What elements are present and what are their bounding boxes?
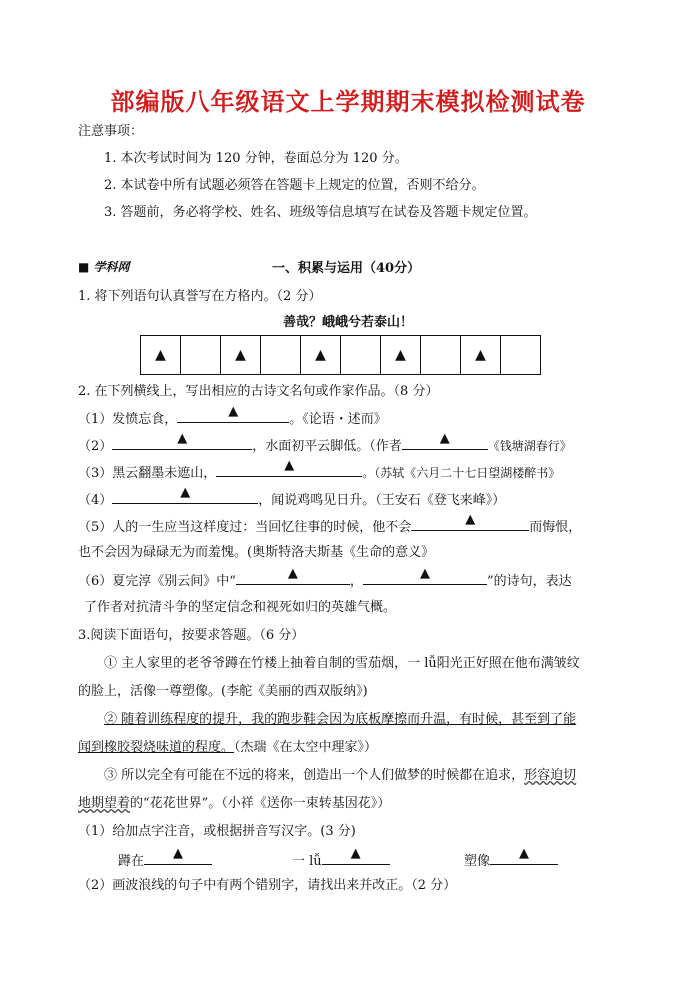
q2-line-3 — [78, 460, 560, 481]
q2-text: （1）发愤忘食， — [78, 412, 178, 427]
grid-cell[interactable] — [341, 336, 381, 375]
q2-text: （4） — [78, 493, 113, 508]
section-heading: 一、积累与运用（40分） — [272, 261, 421, 276]
triangle-mark: ▲ — [419, 566, 430, 581]
q2-text: 了作者对抗清斗争的坚定信念和视死如归的英雄气概。 — [84, 600, 397, 615]
answer-blank[interactable] — [411, 514, 529, 531]
grid-cell[interactable]: ▲ — [221, 336, 261, 375]
q2-text: 《钱塘湖春行》 — [487, 439, 572, 453]
triangle-mark: ▲ — [284, 458, 295, 473]
triangle-mark: ▲ — [350, 846, 361, 861]
q3-sub-2: （2）画波浪线的句子中有两个错别字，请找出来并改正。（2 分） — [78, 878, 457, 893]
notice-item: 2. 本试卷中所有试题必须答在答题卡上规定的位置，否则不给分。 — [104, 178, 485, 193]
page-title: 部编版八年级语文上学期期末模拟检测试卷 — [110, 88, 586, 116]
triangle-mark: ▲ — [287, 566, 298, 581]
grid-cell[interactable] — [261, 336, 301, 375]
word-item — [118, 848, 212, 869]
answer-blank[interactable] — [363, 568, 487, 585]
triangle-mark: ▲ — [439, 431, 450, 446]
answer-blank[interactable] — [322, 848, 390, 865]
word-label: 蹲在 — [118, 854, 145, 869]
q2-line-1 — [78, 406, 387, 427]
answer-blank[interactable] — [216, 460, 362, 477]
q3-passage-2 — [78, 736, 377, 755]
triangle-mark: ▲ — [465, 512, 476, 527]
q2-line-6 — [78, 568, 572, 589]
q2-text: （3）黑云翻墨未遮山， — [78, 466, 217, 481]
grid-cell[interactable]: ▲ — [301, 336, 341, 375]
q1-stem: 1. 将下列语句认真誉写在方格内。（2 分） — [78, 289, 322, 304]
q2-text: 。（苏轼《六月二十七日望湖楼醉书》 — [362, 466, 561, 480]
grid-cell[interactable] — [501, 336, 541, 375]
q3-underlined-text: 闻到橡胶裂烧味道的程度。 — [78, 740, 235, 755]
q3-passage-1: 的脸上，活像一尊塑像。(李舵《美丽的西双版纳》) — [78, 684, 368, 699]
q2-text: ， — [349, 574, 363, 589]
q3-sub-1: （1）给加点字注音，或根据拼音写汉字。(3 分) — [78, 824, 356, 839]
triangle-mark: ▲ — [177, 431, 188, 446]
answer-blank[interactable] — [490, 848, 558, 865]
grid-cell[interactable]: ▲ — [141, 336, 181, 375]
q3-text: ③ 所以完全有可能在不远的将来，创造出一个人们做梦的时候都在追求， — [104, 768, 525, 783]
q3-passage-3 — [104, 764, 576, 783]
q3-passage-3 — [78, 792, 390, 811]
notice-item: 1. 本次考试时间为 120 分钟，卷面总分为 120 分。 — [104, 151, 408, 166]
q3-stem: 3.阅读下面语句，按要求答题。（6 分） — [78, 628, 305, 643]
section-marker: ■ 学科网 — [78, 260, 130, 274]
grid-cell[interactable]: ▲ — [381, 336, 421, 375]
q2-text: ”的诗句，表达 — [486, 574, 572, 589]
q3-wavy-text: 形容迫切 — [524, 768, 577, 783]
writing-grid — [140, 335, 541, 375]
word-item — [292, 848, 390, 869]
answer-blank[interactable] — [112, 487, 258, 504]
triangle-mark: ▲ — [180, 485, 191, 500]
triangle-mark: ▲ — [228, 404, 239, 419]
answer-blank[interactable] — [144, 848, 212, 865]
triangle-mark: ▲ — [173, 846, 184, 861]
q2-text: 。《论语・述而》 — [289, 412, 387, 427]
q3-text: 的“花花世界”。（小祥《送你一束转基因花》） — [130, 796, 391, 811]
grid-cell[interactable] — [421, 336, 461, 375]
q3-passage-2: ② 随着训练程度的提升，我的跑步鞋会因为底板摩擦而升温，有时候，甚至到了能 — [104, 712, 577, 727]
q3-source: （杰瑞《在太空中理家》） — [234, 740, 378, 755]
triangle-mark: ▲ — [519, 846, 530, 861]
word-item — [464, 848, 558, 869]
answer-blank[interactable] — [112, 433, 252, 450]
q2-line-4 — [78, 487, 505, 508]
answer-blank[interactable] — [236, 568, 350, 585]
grid-cell[interactable] — [181, 336, 221, 375]
q2-stem: 2. 在下列横线上，写出相应的古诗文名句或作家作品。（8 分） — [78, 384, 439, 399]
q2-text: ，水面初平云脚低。（作者 — [252, 439, 402, 454]
word-label: 塑像 — [464, 854, 491, 869]
q2-line-2 — [78, 433, 572, 454]
answer-blank[interactable] — [177, 406, 289, 423]
answer-blank[interactable] — [402, 433, 488, 450]
q2-text: 也不会因为碌碌无为而羞愧。(奥斯特洛夫斯基《生命的意义》 — [78, 545, 435, 560]
q2-text: （2） — [78, 439, 113, 454]
q2-text: （6）夏完淳《别云间》中“ — [78, 574, 236, 589]
q2-text: ，闻说鸡鸣见日升。（王安石《登飞来峰》） — [258, 493, 506, 508]
q1-sentence: 善哉？峨峨兮若泰山！ — [282, 315, 413, 330]
word-label: 一 lǚ — [292, 854, 322, 869]
q2-text: （5）人的一生应当这样度过：当回忆往事的时候，他不会 — [78, 520, 412, 535]
grid-cell[interactable]: ▲ — [461, 336, 501, 375]
q2-text: 而悔恨， — [529, 520, 582, 535]
notice-item: 3. 答题前，务必将学校、姓名、班级等信息填写在试卷及答题卡规定位置。 — [104, 205, 537, 220]
q2-line-5 — [78, 514, 581, 535]
q3-wavy-text: 地期望着 — [78, 796, 131, 811]
q3-passage-1: ① 主人家里的老爷爷蹲在竹楼上抽着自制的雪茄烟，一 lǚ阳光正好照在他布满皱纹 — [104, 656, 580, 671]
notice-heading: 注意事项： — [78, 124, 144, 139]
